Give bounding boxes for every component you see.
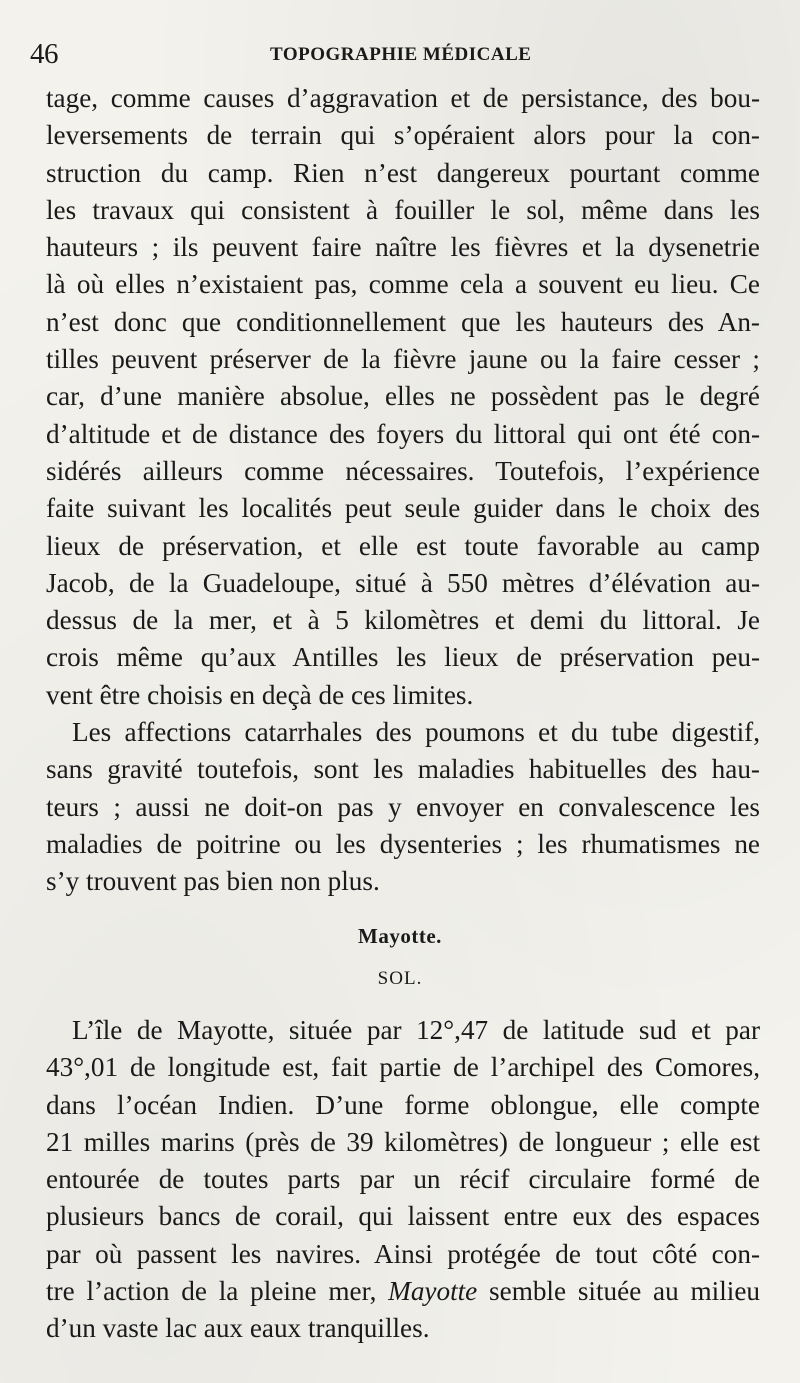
text-line: d’altitude et de distance des foyers du littoral qui ont été con-	[46, 418, 760, 449]
page-header	[30, 38, 770, 68]
text-line: car, d’une manière absolue, elles ne possèdent pas le degré	[46, 381, 760, 412]
text-line: 43°,01 de longitude est, fait partie de l’archipel des Comores,	[46, 1052, 760, 1083]
text-line: plusieurs bancs de corail, qui laissent entre eux des espaces	[46, 1201, 760, 1232]
text-line: entourée de toutes parts par un récif circulaire formé de	[46, 1164, 760, 1195]
text-line: d’un vaste lac aux eaux tranquilles.	[46, 1313, 430, 1344]
text-line: leversements de terrain qui s’opéraient alors pour la con-	[46, 120, 760, 151]
text-fragment: semble située au milieu	[489, 1276, 760, 1307]
text-block-top	[46, 80, 760, 901]
text-line: hauteurs ; ils peuvent faire naître les fièvres et la dysenetrie	[46, 232, 760, 263]
text-line: teurs ; aussi ne doit-on pas y envoyer en convalescence les	[46, 791, 760, 822]
text-line: sans gravité toutefois, sont les maladies habituelles des hau-	[46, 754, 760, 785]
text-line: là où elles n’existaient pas, comme cela a souvent eu lieu. Ce	[46, 269, 760, 300]
text-line: les travaux qui consistent à fouiller le sol, même dans les	[46, 194, 760, 225]
text-block-mayotte	[46, 1012, 760, 1348]
text-line: tilles peuvent préserver de la fièvre jaune ou la faire cesser ;	[46, 344, 760, 375]
text-line: sidérés ailleurs comme nécessaires. Toutefois, l’expérience	[46, 455, 760, 486]
text-line: L’île de Mayotte, située par 12°,47 de latitude sud et par	[72, 1015, 760, 1045]
subsection-title: SOL.	[377, 968, 423, 989]
text-line: Jacob, de la Guadeloupe, situé à 550 mètres d’élévation au-	[46, 567, 760, 598]
text-fragment: tre l’action de la pleine mer,	[46, 1276, 377, 1307]
text-line: par où passent les navires. Ainsi protégée de tout côté con-	[46, 1238, 760, 1269]
paragraph-aggravation	[46, 80, 760, 714]
text-line: faite suivant les localités peut seule guider dans le choix des	[46, 493, 760, 524]
page-number: 46	[30, 38, 58, 70]
text-line: maladies de poitrine ou les dysenteries ; les rhumatismes ne	[46, 828, 760, 859]
text-line: struction du camp. Rien n’est dangereux pourtant comme	[46, 157, 760, 188]
text-line: lieux de préservation, et elle est toute favorable au camp	[46, 530, 760, 561]
text-line-with-italic	[46, 1273, 760, 1310]
section-title: Mayotte.	[358, 924, 442, 948]
text-line: s’y trouvent pas bien non plus.	[46, 866, 380, 897]
text-line: Les affections catarrhales des poumons et du tube digestif,	[72, 717, 760, 748]
text-line: 21 milles marins (près de 39 kilomètres) de longueur ; elle est	[46, 1126, 760, 1157]
running-head: TOPOGRAPHIE MÉDICALE	[270, 44, 532, 65]
italic-place-name: Mayotte	[388, 1276, 478, 1307]
text-line: dans l’océan Indien. D’une forme oblongue, elle compte	[46, 1089, 760, 1120]
text-line: tage, comme causes d’aggravation et de persistance, des bou-	[46, 83, 760, 113]
text-line: n’est donc que conditionnellement que les hauteurs des An-	[46, 306, 760, 337]
paragraph-catarrhal-affections	[46, 714, 760, 900]
text-line: dessus de la mer, et à 5 kilomètres et demi du littoral. Je	[46, 605, 760, 636]
paragraph-mayotte-soil	[46, 1012, 760, 1348]
text-line: crois même qu’aux Antilles les lieux de préservation peu-	[46, 642, 760, 673]
text-line: vent être choisis en deçà de ces limites.	[46, 679, 474, 710]
